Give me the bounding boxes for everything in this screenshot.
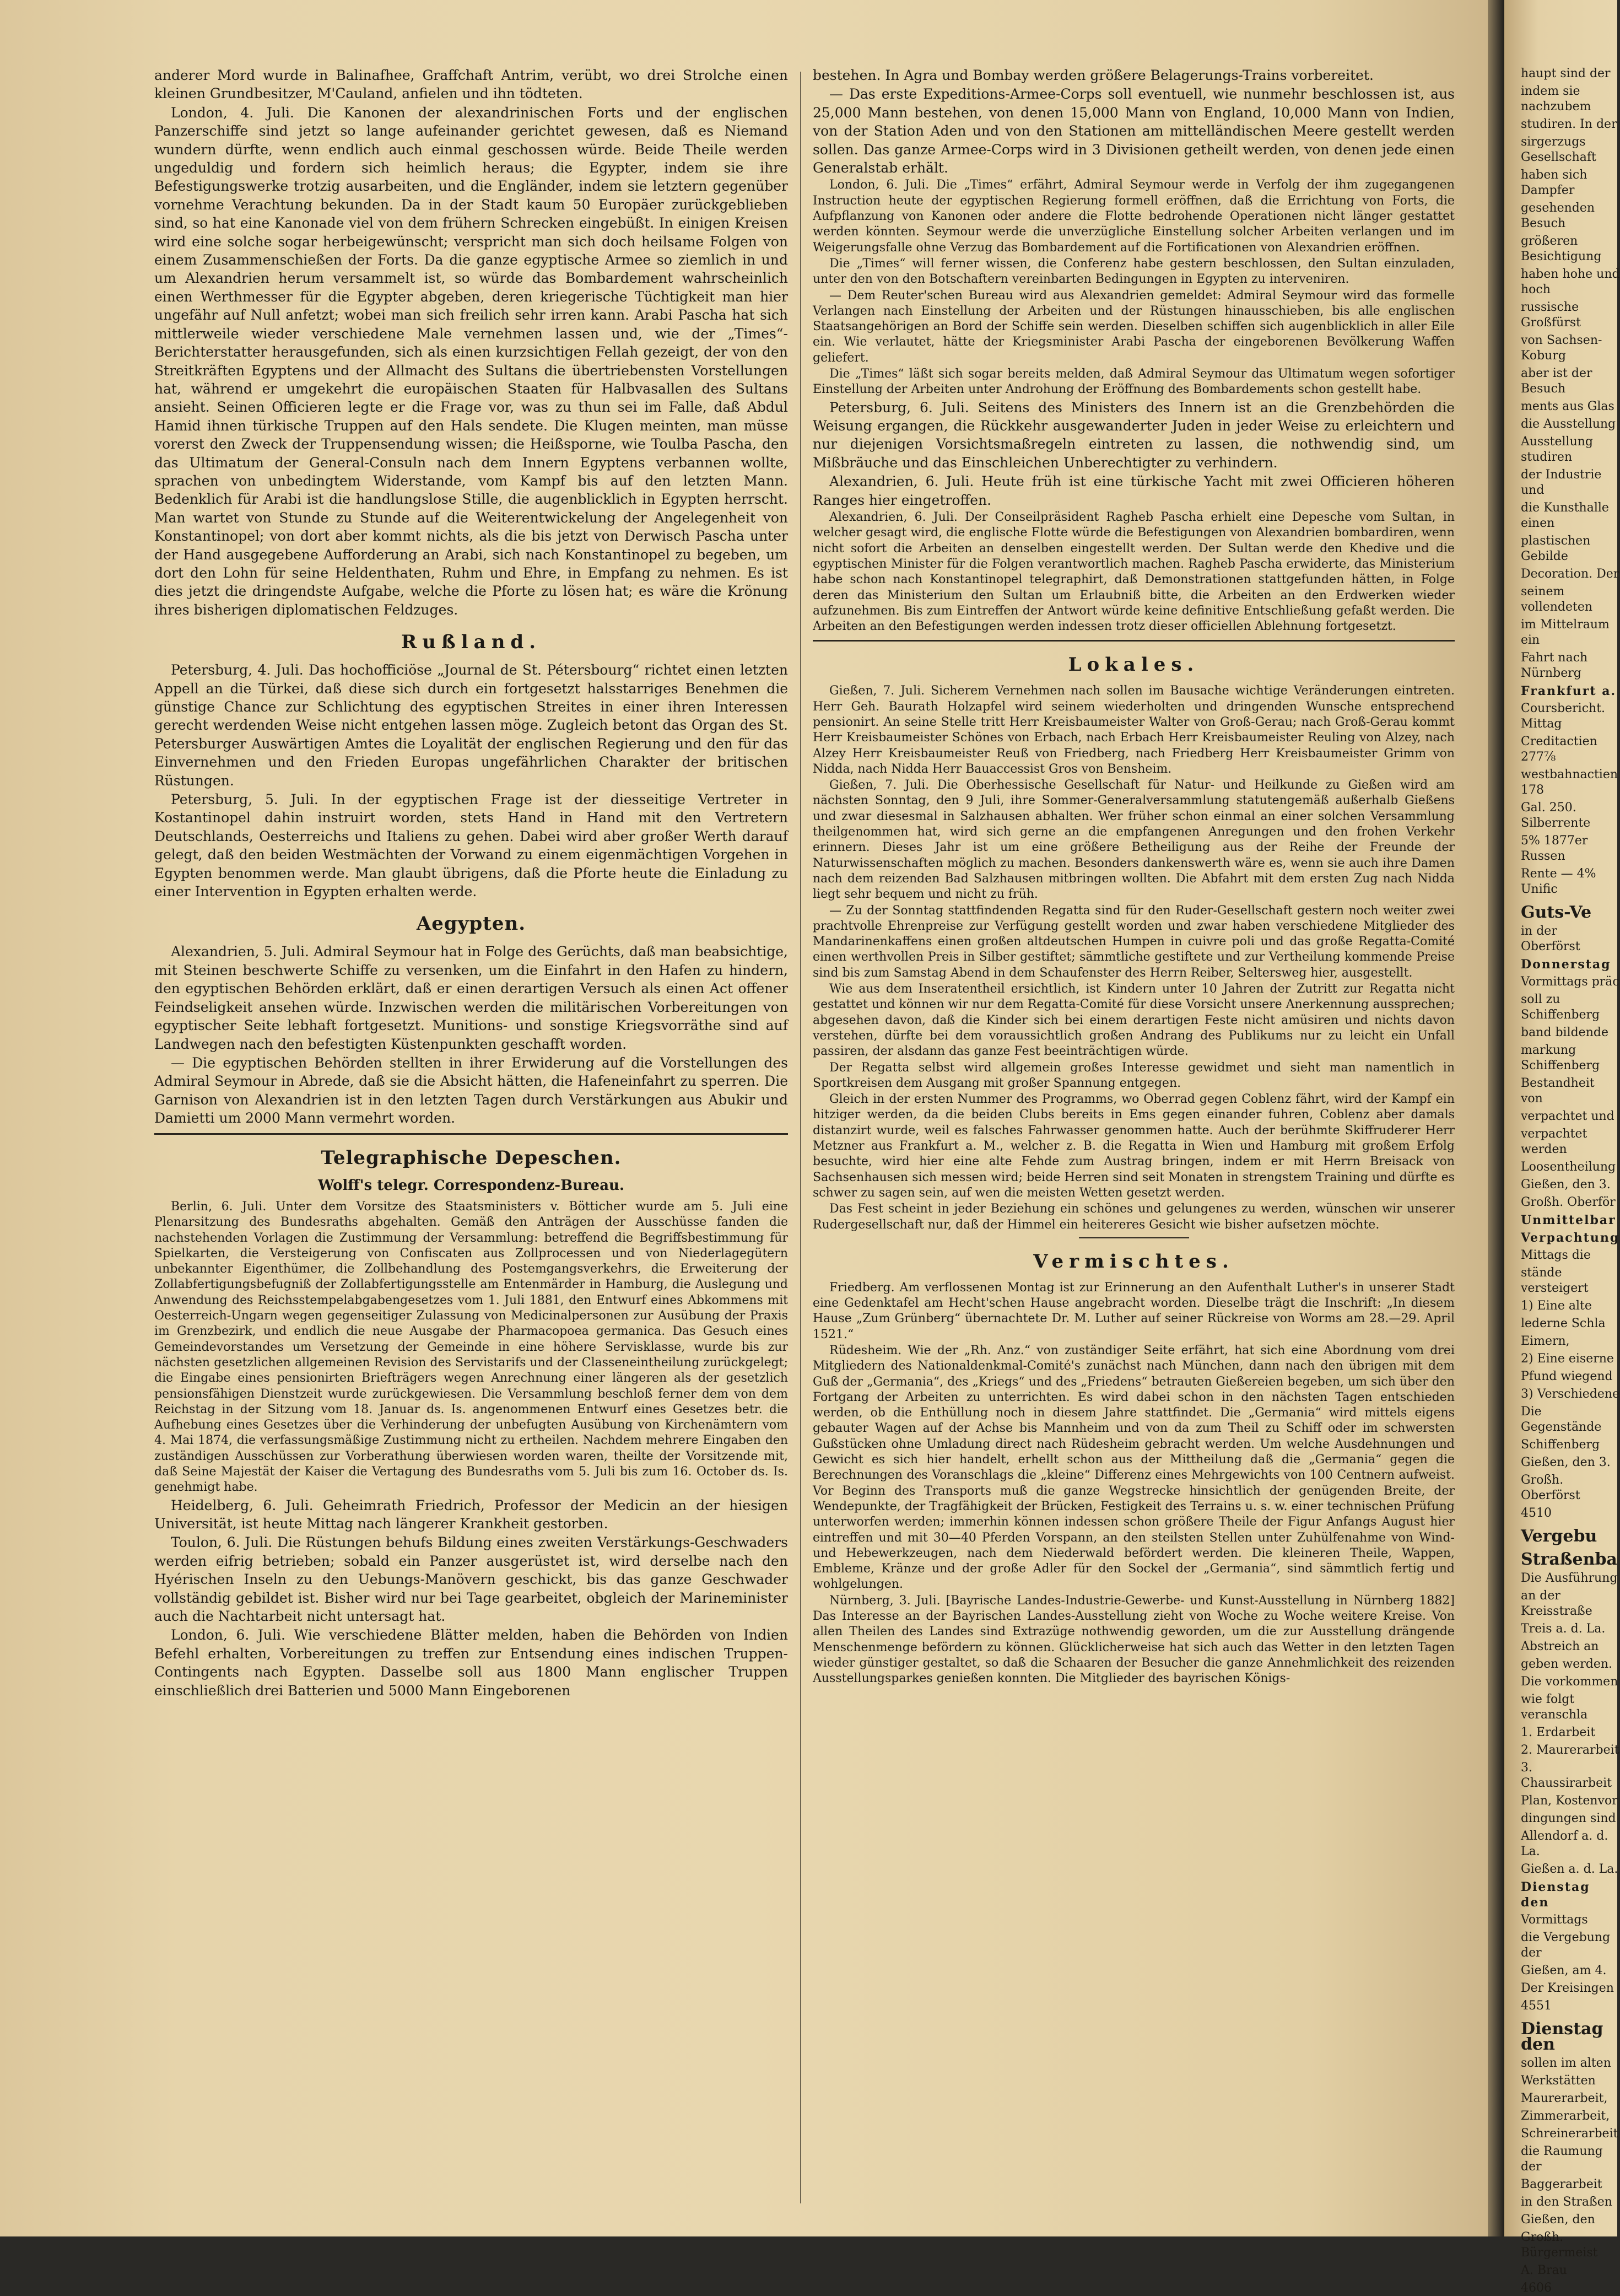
article-paragraph: bestehen. In Agra und Bombay werden größere Belagerungs-Trains vorbereitet. [813,67,1374,83]
article-paragraph: Die „Times“ will ferner wissen, die Conferenz habe gestern beschlossen, den Sultan einzuladen, unter den von den Botschaftern vereinbarten Bedingungen in Egypten zu interveniren. [813,256,1455,287]
article-paragraph: Nürnberg, 3. Juli. [Bayrische Landes-Industrie-Gewerbe- und Kunst-Ausstellung in Nürnberg 1882] Das Interesse an der Bayrischen Landes-Ausstellung zieht von Woche zu Woche weitere Kreise. Von allen Theilen des Landes sind Extrazüge nothwendig geworden, um die zur Ausstellung drängende Menschenmenge befördern zu können. Glücklicherweise hat sich auch das Wetter in den letzten Tagen wieder günstiger gestaltet, so daß die Schaaren der Besucher die ganze Annehmlichkeit des reizenden Ausstellungsparkes genießen konnten. Die Mitglieder des bayrischen Königs- [813,1593,1455,1686]
text-line: 3. Chaussirarbeit [1521,1761,1612,1790]
text-line: Zimmerarbeit, [1521,2109,1610,2123]
text-line: Ausstellung studiren [1521,435,1593,464]
text-line: gesehenden Besuch [1521,201,1595,230]
text-line: Gießen, am 4. [1521,1964,1607,1977]
section-heading-telegraph: Telegraphische Depeschen. [321,1146,622,1169]
article-paragraph: Friedberg. Am verflossenen Montag ist zur Erinnerung an den Aufenthalt Luther's in unserer Stadt eine Gedenktafel am Hecht'schen Hause angebracht worden. Dieselbe trägt die Inschrift: „In diesem Hause „Zum Grünberg“ übernachtete Dr. M. Luther auf seiner Rückreise von Worms am 28.—29. April 1521.“ [813,1280,1455,1341]
text-line: Schiffenberg [1521,1438,1600,1452]
article-paragraph: Petersburg, 4. Juli. Das hochofficiöse „Journal de St. Pétersbourg“ richtet einen letzten Appell an die Türkei, daß diese sich durch ein fortgesetzt halsstarriges Benehmen die günstige Chance zur Schlichtung des egyptischen Streites in einer ihren Interessen gerecht werdenden Weise nicht entgehen lassen möge. Zugleich betont das Organ des St. Petersburger Auswärtigen Amtes die Loyalität der englischen Regierung und den für das Einvernehmen und den Frieden Europas ungefährlichen Charakter der britischen Rüstungen. [154,662,788,789]
section-divider [1079,1237,1189,1238]
text-line: Frankfurt a. [1521,684,1617,698]
text-line: studiren. In der [1521,117,1617,131]
book-gutter [1488,0,1504,2236]
text-line: ments aus Glas [1521,400,1614,413]
text-line: A. Brau [1521,2263,1567,2277]
text-line: Vormittags [1521,1913,1588,1927]
text-line: Großh. Oberför [1521,1195,1616,1209]
text-line: von Sachsen-Koburg [1521,333,1602,363]
text-line: Großh. Oberförst [1521,1473,1580,1502]
text-line: sollen im alten [1521,2056,1611,2070]
text-line: in der Oberförst [1521,924,1580,953]
article-paragraph: London, 6. Juli. Die „Times“ erfährt, Admiral Seymour werde in Verfolg der ihm zugegangenen Instruction heute der egyptischen Regierung formell eröffnen, daß die Errichtung von Forts, die Aufpflanzung von Kanonen oder andere die Flotte bedrohende Operationen nicht länger gestattet werden könnten. Seymour werde die unverzügliche Einstellung solcher Arbeiten verlangen und im Weigerungsfalle ohne Verzug das Bombardement auf die Fortificationen von Alexandrien eröffnen. [813,178,1455,255]
text-line: verpachtet und [1521,1109,1614,1123]
article-paragraph: — Zu der Sonntag stattfindenden Regatta sind für den Ruder-Gesellschaft gestern noch weiter zwei prachtvolle Ehrenpreise zur Verfügung gestellt worden und zwar haben verschiedene Mitglieder des Mandarinenkaffens einen großen altdeutschen Humpen in cuivre poli und das große Regatta-Comité einen werthvollen Preis in Silber gestiftet; sämmtliche gestiftete und zur Vertheilung kommende Preise sind bis zum Samstag Abend in dem Schaufenster des Herrn Reiber, Seltersweg hier, ausgestellt. [813,903,1455,980]
text-line: die Vergebung der [1521,1931,1611,1960]
text-line: wie folgt veranschla [1521,1693,1588,1722]
text-line: 4510 [1521,1506,1552,1520]
text-line: die Kunsthalle einen [1521,501,1609,530]
text-line: Fahrt nach Nürnberg [1521,651,1588,680]
article-paragraph: Heidelberg, 6. Juli. Geheimrath Friedrich, Professor der Medicin an der hiesigen Universität, ist heute Mittag nach längerer Krankheit gestorben. [154,1497,788,1532]
text-line: haben sich Dampfer [1521,168,1587,197]
text-line: Die vorkommen [1521,1675,1618,1689]
text-line: Pfund wiegend [1521,1370,1613,1383]
text-line: Dienstag den [1521,1880,1590,1910]
text-line: Baggerarbeit [1521,2178,1602,2191]
text-line: plastischen Gebilde [1521,534,1591,563]
text-line: soll zu Schiffenberg [1521,993,1600,1022]
section-heading-russland: Rußland. [401,631,542,654]
section-heading-lokales: Lokales. [1068,654,1200,676]
text-line: Die Gegenstände [1521,1405,1602,1434]
text-line: 4606 [1521,2281,1552,2295]
text-line: russische Großfürst [1521,300,1581,330]
text-line: 1. Erdarbeit [1521,1726,1596,1739]
text-line: geben werden. [1521,1657,1612,1671]
text-line: im Mittelraum ein [1521,618,1610,647]
ad-heading: Straßenba [1521,1550,1617,1569]
text-line: Decoration. Der [1521,567,1619,581]
article-paragraph: Gleich in der ersten Nummer des Programms, wo Oberrad gegen Coblenz fährt, wird der Kampf ein hitziger werden, da die beiden Clubs bereits in Ems gegen einander fuhren, Coblenz aber damals distanzirt wurde, weil es falsches Fahrwasser genommen hatte. Auch der berühmte Skiffruderer Herr Metzner aus Frankfurt a. M., welcher z. B. die Regatta in Wien und Hamburg mit großem Erfolg besuchte, wird hier eine alte Fehde zum Austrag bringen, indem er mit Herrn Breisack von Sachsenhausen sich messen wird; beide Herren sind seit Monaten in strengstem Training und dürfte es schwer zu sagen sein, auf wen die meisten Wetten gesetzt werden. [813,1092,1455,1200]
text-line: Creditactien 277⅞ [1521,735,1597,764]
article-paragraph: Petersburg, 6. Juli. Seitens des Ministers des Innern ist an die Grenzbehörden die Weisung ergangen, die Rückkehr ausgewanderter Juden in jeder Weise zu erleichtern und nur diejenigen Vorsichtsmaßregeln eintreten zu lassen, die nothwendig sind, um Mißbräuche und das Einschleichen Unberechtigter zu verhindern. [813,399,1455,471]
article-paragraph: — Das erste Expeditions-Armee-Corps soll eventuell, wie nunmehr beschlossen ist, aus 25,000 Mann bestehen, von denen 15,000 Mann von England, 10,000 Mann von Indien, von der Station Aden und von den Stationen am mittelländischen Meere gestellt werden sollen. Das ganze Armee-Corps wird in 3 Divisionen getheilt werden, von denen jede einen Generalstab erhält. [813,86,1455,176]
article-paragraph: Petersburg, 5. Juli. In der egyptischen Frage ist der diesseitige Vertreter in Kostantinopel dahin instruirt worden, stets Hand in Hand mit den Vertretern Deutschlands, Oesterreichs und Italiens zu gehen. Dabei wird aber großer Werth darauf gelegt, daß den beiden Westmächten der Vorwand zu einem eigenmächtigen Vorgehen in Egypten benommen werde. Man glaubt übrigens, daß die Pforte heute die Einladung zu einer Intervention in Egypten erhalten werde. [154,791,788,900]
article-paragraph: Gießen, 7. Juli. Sicherem Vernehmen nach sollen im Bausache wichtige Veränderungen eintreten. Herr Geh. Baurath Holzapfel wird seinem wiederholten und dringenden Wunsche entsprechend pensionirt. An seine Stelle tritt Herr Kreisbaumeister Walter von Groß-Gerau; nach Groß-Gerau kommt Herr Kreisbaumeister Schönes von Erbach, nach Erbach Herr Kreisbaumeister Reuling von Alzey, nach Alzey Herr Kreisbaumeister Reuß von Friedberg, nach Friedberg Herr Kreisbaumeister Grimm von Nidda, nach Nidda Herr Bauaccessist Gros von Bensheim. [813,684,1455,776]
text-line: Loosentheilung [1521,1160,1616,1174]
text-line: westbahnactien 178 [1521,768,1618,797]
section-heading-aegypten: Aegypten. [416,913,526,935]
text-line: Gal. 250. Silberrente [1521,801,1591,830]
text-line: aber ist der Besuch [1521,367,1592,396]
article-paragraph: Alexandrien, 6. Juli. Heute früh ist eine türkische Yacht mit zwei Officieren höheren Ranges hier eingetroffen. [813,473,1455,508]
text-line: Treis a. d. La. [1521,1622,1606,1636]
ad-heading: Dienstag den [1521,2019,1603,2054]
article-paragraph: Das Fest scheint in jeder Beziehung ein schönes und gelungenes zu werden, wünschen wir unserer Rudergesellschaft nur, daß der Himmel ein heitereres Gesicht wie bisher aufsetzen möchte. [813,1202,1455,1232]
text-line: in den Straßen [1521,2195,1612,2209]
section-divider [813,640,1455,642]
article-paragraph: London, 4. Juli. Die Kanonen der alexandrinischen Forts und der englischen Panzerschiffe sind jetzt so lange aufeinander gerichtet gewesen, daß es Niemand wundern dürfte, wenn endlich auch einmal geschossen würde. Beide Theile werden ungeduldig und fordern sich heimlich heraus; die Egypter, indem sie ihre Befestigungswerke trotzig ausarbeiten, und die Engländer, indem sie letztern gegenüber vornehme Verachtung bekunden. Da in der Stadt kaum 50 Europäer zurückgeblieben sind, so hat eine Kanonade viel von dem frühern Schrecken eingebüßt. In einigen Kreisen wird eine solche sogar herbeigewünscht; verspricht man sich doch heilsame Folgen von einem Zusammenschießen der Forts. Da die ganze egyptische Armee so ziemlich in und um Alexandrien herum versammelt ist, so würde das Bombardement wahrscheinlich einen Werthmesser für die Egypter abgeben, deren kriegerische Tüchtigkeit man hier ungefähr auf Null anfetzt; wobei man sich freilich sehr irren kann. Arabi Pascha hat sich mittlerweile wieder verschiedene Male vernehmen lassen und, wie der „Times“-Berichterstatter herausgefunden, sich als einen kurzsichtigen Fellah gezeigt, der von den Streitkräften Egyptens und der Allmacht des Sultans die übertriebensten Vorstellungen hat, während er umgekehrt die europäischen Staaten für Halbvasallen des Sultans ansieht. Seinen Officieren legte er die Frage vor, was zu thun sei im Falle, daß Abdul Hamid ihnen türkische Truppen auf den Hals sendete. Die Klugen meinten, man müsse vorerst den Zweck der Truppensendung wissen; die Heißsporne, wie Toulba Pascha, den das Ultimatum der General-Consuln nach dem Innern Egyptens verbannen wollte, sprachen von unbedingtem Widerstande, vom Kampf bis auf den letzten Mann. Bedenklich für Arabi ist die handlungslose Stille, die augenblicklich in Egypten herrscht. Man wartet von Stunde zu Stunde auf die Weiterentwickelung der Angelegenheit von Konstantinopel; von dort aber kommt nichts, als die bis jetzt von Derwisch Pascha unter der Hand ausgegebene Aufforderung an Arabi, sich nach Konstantinopel zu begeben, um dort den Lohn für seine Heldenthaten, Ruhm und Ehre, in Empfang zu nehmen. Es ist dies jetzt die dringendste Aufgabe, welche die Pforte zu lösen hat; es wäre die Krönung ihres bisherigen diplomatischen Feldzuges. [154,104,788,618]
text-line: Abstreich an [1521,1640,1599,1653]
text-line: die Ausstellung [1521,417,1616,431]
section-divider [154,1133,788,1135]
text-line: 4551 [1521,1999,1552,2013]
ad-heading: Guts-Ve [1521,903,1592,922]
text-line: Bestandheit von [1521,1076,1595,1106]
text-line: an der Kreisstraße [1521,1589,1592,1618]
text-line: Mittags die [1521,1248,1591,1262]
text-line: 2) Eine eiserne [1521,1352,1614,1366]
text-line: lederne Schla [1521,1317,1606,1330]
text-line: Unmittelbar [1521,1213,1616,1227]
text-line: Plan, Kostenvor [1521,1794,1618,1808]
article-paragraph: London, 6. Juli. Wie verschiedene Blätter melden, haben die Behörden von Indien Befehl erhalten, Vorbereitungen zu treffen zur Entsendung eines indischen Truppen-Contingents nach Egypten. Dasselbe soll aus 1800 Mann englischer Truppen einschließlich drei Batterien und 5000 Mann Eingeborenen [154,1627,788,1699]
text-line: größeren Besichtigung [1521,234,1602,263]
article-paragraph: Berlin, 6. Juli. Unter dem Vorsitze des Staatsministers v. Bötticher wurde am 5. Juli eine Plenarsitzung des Bundesraths abgehalten. Gemäß den Anträgen der Ausschüsse fanden die nachstehenden Vorlagen die Zustimmung der Versammlung: betreffend die Begriffsbestimmung für Spielkarten, die Versteigerung von Confiscaten aus Zollprocessen und von Niederlagegütern unbekannter Eigenthümer, die Zollbehandlung des Postemgangsverkehrs, die Erweiterung der Zollabfertigungsbefugniß der Zollabfertigungsstelle am Entenmärder in Hamburg, die Auslegung und Anwendung des Reichsstempelabgabengesetzes vom 1. Juli 1881, den Entwurf eines Abkommens mit Oesterreich-Ungarn wegen gegenseitiger Zulassung von Medicinalpersonen zur Ausübung der Praxis im Grenzbezirk, und endlich die neue Ausgabe der Pharmacopoea germanica. Das Gesuch eines Gemeindevorstandes um Versetzung der Gemeinde in eine höhere Servisklasse, wurde bis zur nächsten gesetzlichen allgemeinen Revision des Servistarifs und der Classeneintheilung zurückgelegt; die Eingabe eines pensionirten Briefträgers wegen Anrechnung einer längeren als der gesetzlich pensionsfähigen Dienstzeit wurde zurückgewiesen. Die Versammlung beschloß ferner dem von dem Reichstag in der Sitzung vom 18. Januar ds. Is. angenommenen Entwurf eines Gesetzes betr. die Aufhebung eines Gesetzes über die Verhinderung der unbefugten Ausübung von Kirchenämtern vom 4. Mai 1874, die verfassungsmäßige Zustimmung nicht zu ertheilen. Nachdem mehrere Eingaben den zuständigen Ausschüssen zur Vorberathung überwiesen worden waren, theilte der Vorsitzende mit, daß Seine Majestät der Kaiser die Vertagung des Bundesraths vom 5. Juli bis zum 16. October ds. Is. genehmigt habe. [154,1199,788,1495]
article-paragraph: Der Regatta selbst wird allgemein großes Interesse gewidmet und sieht man namentlich in Sportkreisen dem Ausgang mit großer Spannung entgegen. [813,1060,1455,1090]
article-paragraph: anderer Mord wurde in Balinafhee, Graffchaft Antrim, verübt, wo drei Strolche einen kleinen Grundbesitzer, M'Cauland, anfielen und ihn tödteten. [154,67,788,102]
right-column [813,66,1455,2214]
article-paragraph: — Die egyptischen Behörden stellten in ihrer Erwiderung auf die Vorstellungen des Admiral Seymour in Abrede, daß sie die Absicht hätten, die Hafeneinfahrt zu sperren. Die Garnison von Alexandrien ist in den letzten Tagen durch Verstärkungen aus Abukir und Damietti um 2000 Mann vermehrt worden. [154,1054,788,1127]
text-line: haupt sind der [1521,67,1611,80]
text-line: markung Schiffenberg [1521,1043,1600,1072]
text-line: 5% 1877er Russen [1521,834,1588,863]
text-line: der Industrie und [1521,468,1602,497]
text-line: verpachtet werden [1521,1127,1587,1156]
text-line: haben hohe und hoch [1521,267,1620,297]
text-line: 2. Maurerarbeit [1521,1743,1619,1757]
adjacent-page-column [1521,66,1620,2295]
text-line: sirgerzugs Gesellschaft [1521,135,1596,164]
text-line: Der Kreisingen [1521,1981,1614,1995]
text-line: band bildende [1521,1026,1608,1039]
text-line: Allendorf a. d. La. [1521,1829,1608,1858]
text-line: Coursbericht. Mittag [1521,702,1606,731]
text-line: 1) Eine alte [1521,1299,1592,1313]
section-heading-vermischtes: Vermischtes. [1033,1250,1234,1273]
text-line: Maurerarbeit, [1521,2092,1608,2105]
text-line: Gießen, den [1521,2213,1595,2227]
text-line: Gießen, den 3. [1521,1456,1611,1469]
text-line: Die Ausführung [1521,1571,1618,1585]
article-paragraph: Rüdesheim. Wie der „Rh. Anz.“ von zuständiger Seite erfährt, hat sich eine Abordnung vom drei Mitgliedern des Nationaldenkmal-Comité's zunächst nach München, dann nach den übrigen mit dem Guß der „Germania“, des „Kriegs“ und des „Friedens“ betrauten Gießereien begeben, um sich über den Fortgang der Arbeiten zu unterrichten. Es wird dabei schon in den nächsten Tagen entschieden werden, ob die Enthüllung noch in diesem Jahre stattfindet. Die „Germania“ wird mittels eigens gebauter Wagen auf der Achse bis Mannheim und von da zum Theil zu Schiff oder im schwersten Gußstücken ohne Umladung direct nach Rüdesheim gebracht werden. Um welche Ausdehnungen und Gewicht es sich hier handelt, erhellt schon aus der Mittheilung daß die „Germania“ gegen die Berechnungen des Voranschlags die „kleine“ Differenz eines Mehrgewichts von 100 Centnern aufweist. Vor Beginn des Transports muß die ganze Wegstrecke hinsichtlich der genügenden Breite, der Wendepunkte, der Tragfähigkeit der Brücken, Festigkeit des Terrains u. s. w. einer technischen Prüfung unterworfen werden; immerhin können indessen schon größere Theile der Figur Anfangs August hier eintreffen und mit 30—40 Pferden Vorspann, an den steilsten Stellen unter Zuhülfenahme von Wind- und Hebewerkzeugen, nach dem Niederwald befördert werden. Die kleineren Theile, Wappen, Embleme, Kränze und der große Adler für den Sockel der „Germania“, sind sämmtlich fertig und wohlgelungen. [813,1343,1455,1592]
column-rule [800,72,801,2203]
article-paragraph: Gießen, 7. Juli. Die Oberhessische Gesellschaft für Natur- und Heilkunde zu Gießen wird am nächsten Sonntag, den 9 Juli, ihre Sommer-Generalversammlung statutengemäß außerhalb Gießens und zwar diesesmal in Salzhausen abhalten. Wer früher schon einmal an einer solchen Versammlung theilgenommen hat, wird sich gerne an die empfangenen Anregungen und den frohen Verkehr erinnern. Dieses Jahr ist um eine größere Betheiligung aus der Reihe der Freunde der Naturwissenschaften möglich zu machen. Besonders dankenswerth wäre es, wenn sie auch ihre Damen nach dem reizenden Bad Salzhausen mitbringen wollten. Die Abfahrt mit dem ersten Zug nach Nidda liegt sehr bequem und nicht zu früh. [813,778,1455,902]
article-paragraph: Wie aus dem Inseratentheil ersichtlich, ist Kindern unter 10 Jahren der Zutritt zur Regatta nicht gestattet und können wir nur dem Regatta-Comité für diese Vorsicht unsere Anerkennung aussprechen; abgesehen davon, daß die Kinder sich bei einem derartigen Feste nicht amüsiren und nichts davon verstehen, dürfte bei dem voraussichtlich großen Andrang des Publikums nur zu leicht ein Unfall passiren, der alsdann das ganze Fest beeinträchtigen würde. [813,982,1455,1059]
article-paragraph: Toulon, 6. Juli. Die Rüstungen behufs Bildung eines zweiten Verstärkungs-Geschwaders werden eifrig betrieben; sobald ein Panzer ausgerüstet ist, wird derselbe nach den Hyérischen Inseln zu den Uebungs-Manövern geschickt, bis das ganze Geschwader vollständig gebildet ist. Bisher wird nur bei Tage gearbeitet, obgleich der Marineminister auch die Nachtarbeit nicht untersagt hat. [154,1534,788,1625]
text-line: 3) Verschiedene [1521,1387,1620,1401]
text-line: die Raumung der [1521,2144,1603,2174]
text-line: Schreinerarbeit [1521,2127,1618,2141]
text-line: Vormittags präc [1521,975,1619,989]
article-paragraph: Alexandrien, 6. Juli. Der Conseilpräsident Ragheb Pascha erhielt eine Depesche vom Sultan, in welcher gesagt wird, die englische Flotte würde die Befestigungen von Alexandrien bombardiren, wenn nicht sofort die Arbeiten an denselben eingestellt werden. Der Sultan werde den Khedive und die egyptischen Minister für die Folgen verantwortlich machen. Ragheb Pascha erwiderte, das Ministerium habe schon nach Konstantinopel telegraphirt, daß Demonstrationen stattgefunden hätten, in Folge deren das Ministerium den Sultan um Erlaubniß bitte, die Arbeiten an den Erdwerken wieder aufzunehmen. Bis zum Eintreffen der Antwort würde keine definitive Entschließung gefaßt werden. Die Arbeiten an den Befestigungen werden indessen trotz dieser officiellen Ablehnung fortgesetzt. [813,510,1455,634]
text-line: Gießen a. d. La. [1521,1862,1618,1876]
text-line: seinem vollendeten [1521,585,1593,614]
telegraph-subheading: Wolff's telegr. Correspondenz-Bureau. [318,1177,624,1194]
ad-heading: Vergebu [1521,1527,1597,1546]
text-line: dingungen sind [1521,1812,1616,1825]
text-line: stände versteigert [1521,1266,1589,1295]
text-line: Großh. Bürgermeist [1521,2230,1598,2260]
text-line: Rente — 4% Unific [1521,867,1596,896]
article-paragraph: Die „Times“ läßt sich sogar bereits melden, daß Admiral Seymour das Ultimatum wegen sofortiger Einstellung der Arbeiten unter Androhung der Eröffnung des Bombardements schon gestellt habe. [813,367,1455,397]
text-line: Verpachtung [1521,1231,1620,1245]
left-column [154,66,788,2214]
text-line: Donnerstag [1521,957,1611,972]
article-paragraph: — Dem Reuter'schen Bureau wird aus Alexandrien gemeldet: Admiral Seymour wird das formelle Verlangen nach Einstellung der Arbeiten und der Rüstungen hinausschieben, bis alle englischen Staatsangehörigen an Bord der Schiffe sein werden. Dieselben schiffen sich augenblicklich in aller Eile ein. Wie verlautet, hätte der Kriegsminister Arabi Pascha der eingeborenen Bevölkerung Waffen geliefert. [813,288,1455,365]
text-line: Werkstätten [1521,2074,1596,2088]
article-paragraph: Alexandrien, 5. Juli. Admiral Seymour hat in Folge des Gerüchts, daß man beabsichtige, mit Steinen beschwerte Schiffe zu versenken, um die Einfahrt in den Hafen zu hindern, den egyptischen Behörden erklärt, daß er einen derartigen Versuch als einen Act offener Feindseligkeit ansehen würde. Inzwischen werden die militärischen Vorbereitungen von egyptischer Seite lebhaft fortgesetzt. Munitions- und sonstige Kriegsvorräthe sind auf Landwegen nach den befestigten Küstenpunkten geschafft worden. [154,944,788,1052]
text-line: Eimern, [1521,1334,1570,1348]
text-line: Gießen, den 3. [1521,1178,1611,1192]
text-line: indem sie nachzubem [1521,84,1591,114]
